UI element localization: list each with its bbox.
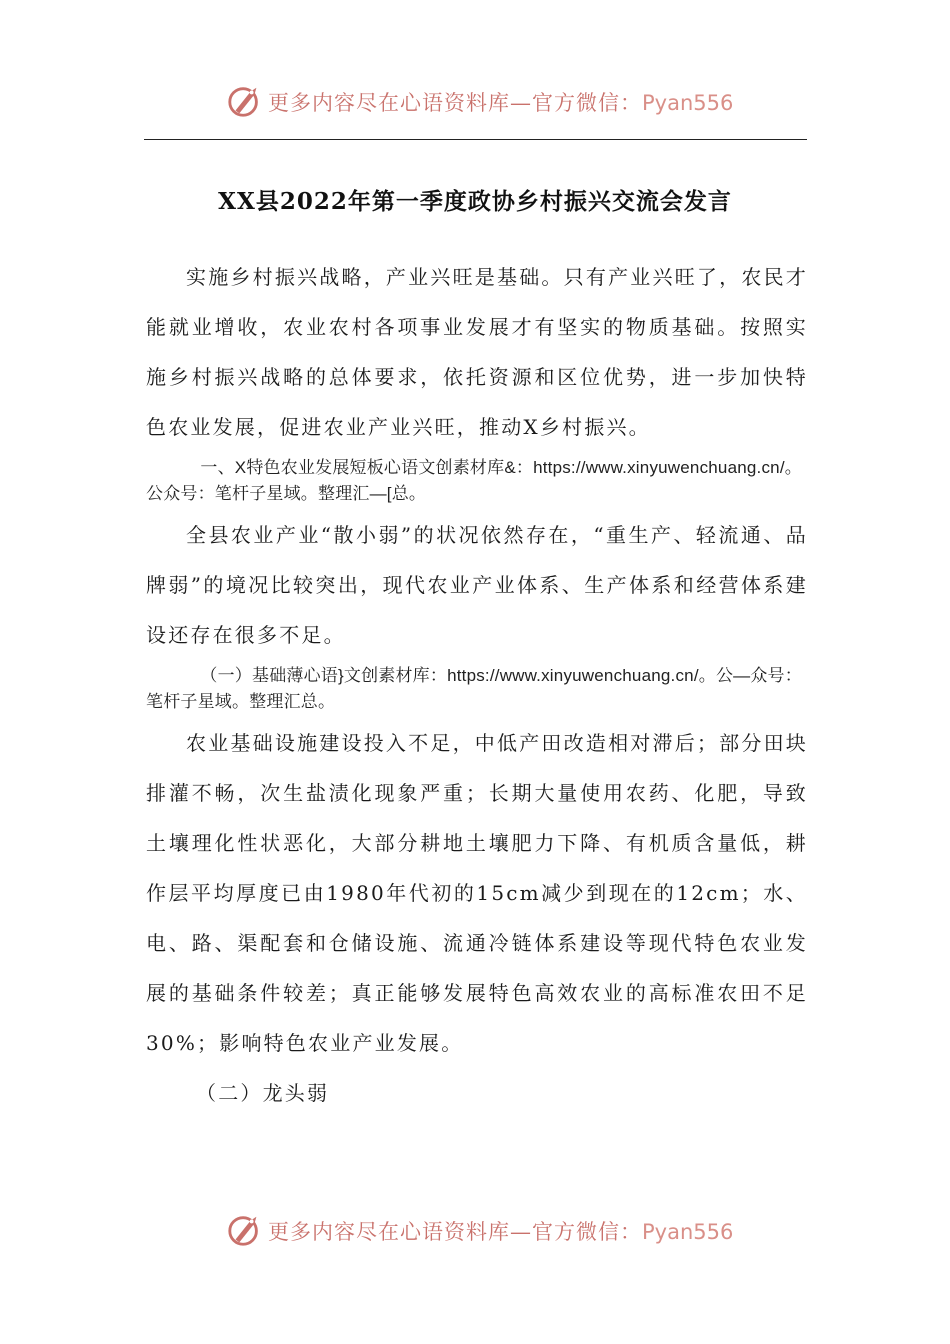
- banner-contact: Pyan556: [642, 1220, 734, 1244]
- intro-paragraph: 实施乡村振兴战略，产业兴旺是基础。只有产业兴旺了，农民才能就业增收，农业农村各项事业发展才有坚实的物质基础。按照实施乡村振兴战略的总体要求，依托资源和区位优势，进一步加快特色农业发展，促进农业产业兴旺，推动X乡村振兴。: [146, 265, 808, 439]
- pen-nib-logo-icon: [226, 82, 264, 120]
- banner-text: 更多内容尽在心语资料库—官方微信：Pyan556: [268, 1220, 734, 1244]
- section1-heading: 一、X特色农业发展短板心语文创素材库&：https://www.xinyuwenchuang.cn/。公众号：笔杆子星域。整理汇—[总。: [146, 458, 802, 503]
- banner-text: 更多内容尽在心语资料库—官方微信：Pyan556: [268, 91, 734, 115]
- document-title: XX县2022年第一季度政协乡村振兴交流会发言: [218, 188, 732, 215]
- subsection1-heading: （一）基础薄心语}文创素材库：https://www.xinyuwenchuang.cn/。公—众号：笔杆子星域。整理汇总。: [146, 666, 802, 711]
- banner-contact: Pyan556: [642, 91, 734, 115]
- header-banner: [0, 76, 950, 126]
- section1-paragraph: 全县农业产业“散小弱”的状况依然存在，“重生产、轻流通、品牌弱”的境况比较突出，现代农业产业体系、生产体系和经营体系建设还存在很多不足。: [146, 523, 808, 647]
- subsection2-heading: （二）龙头弱: [196, 1081, 330, 1105]
- footer-banner: [0, 1205, 950, 1255]
- subsection1-paragraph: 农业基础设施建设投入不足，中低产田改造相对滞后；部分田块排灌不畅，次生盐渍化现象严重；长期大量使用农药、化肥，导致土壤理化性状恶化，大部分耕地土壤肥力下降、有机质含量低，耕作层平均厚度已由1980年代初的15cm减少到现在的12cm；水、电、路、渠配套和仓储设施、流通冷链体系建设等现代特色农业发展的基础条件较差；真正能够发展特色高效农业的高标准农田不足30%；影响特色农业产业发展。: [146, 731, 808, 1055]
- header-divider: [144, 139, 807, 140]
- document-body: [146, 252, 808, 1118]
- pen-nib-logo-icon: [226, 1211, 264, 1249]
